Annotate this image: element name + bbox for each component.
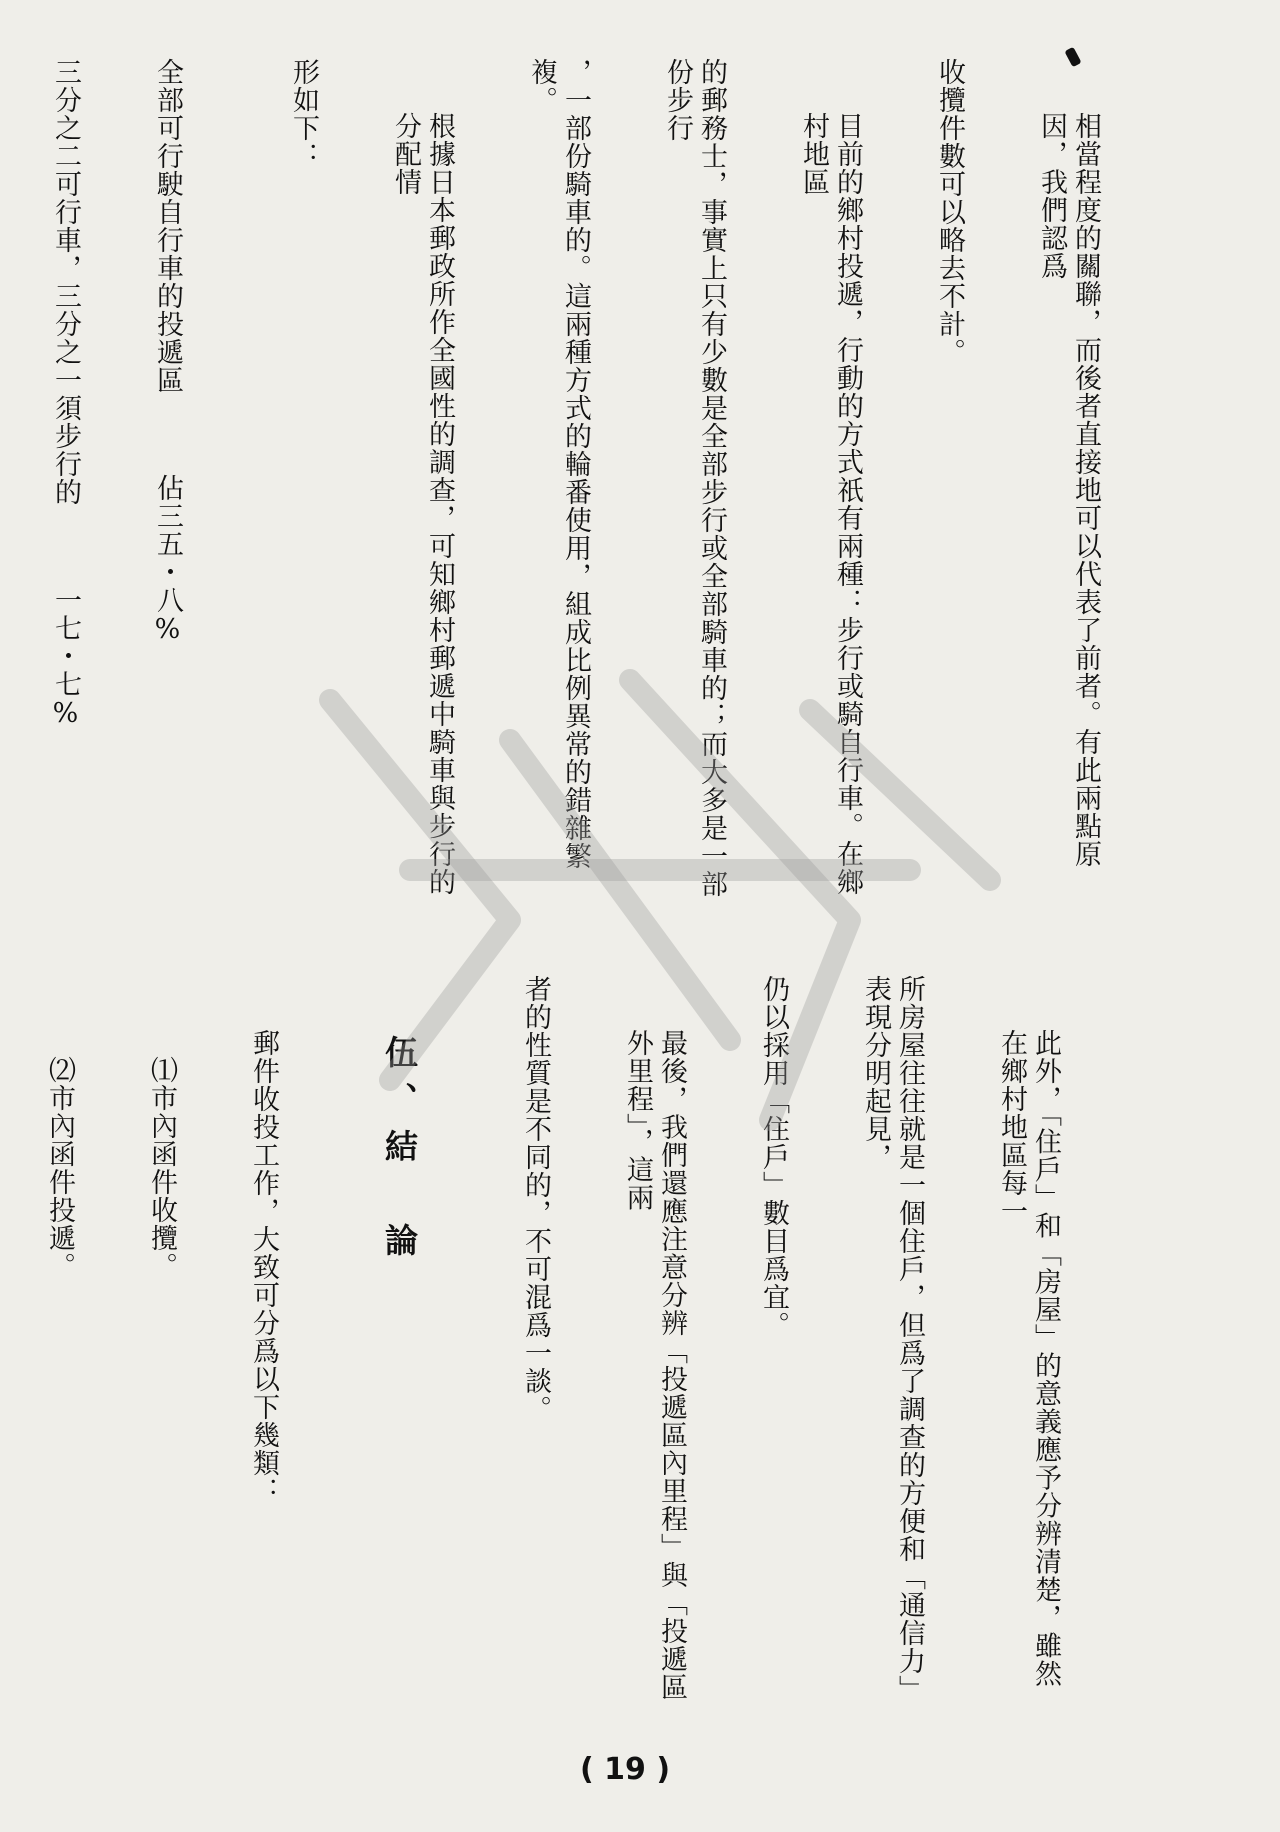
text-line: 者的性質是不同的，不可混爲一談。: [520, 975, 551, 1423]
table-label: 全部可行駛自行車的投遞區: [152, 58, 183, 394]
list-item: ⑴市內函件收攬。: [146, 1056, 177, 1280]
lower-text-block: [44, 975, 1130, 1715]
section-heading: 伍、結 論: [380, 1035, 419, 1270]
text-line: ，一部份騎車的。這兩種方式的輪番使用，組成比例異常的錯雜繁複。: [526, 58, 591, 870]
text-line: 的郵務士，事實上只有少數是全部步行或全部騎車的；而大多是一部份步行: [662, 58, 727, 898]
text-line: 郵件收投工作，大致可分爲以下幾類：: [248, 1029, 279, 1505]
page-number: ( 19 ): [580, 1752, 671, 1787]
text-line: 根據日本郵政所作全國性的調查，可知鄉村郵遞中騎車與步行的分配情: [390, 112, 455, 896]
upper-text-block: [50, 58, 1170, 918]
text-line: 仍以採用「住戶」數目爲宜。: [758, 975, 789, 1339]
text-line: 形如下：: [288, 58, 319, 170]
text-line: 此外，「住戶」和「房屋」的意義應予分辨清楚，雖然在鄉村地區每一: [996, 1029, 1061, 1688]
table-row: [150, 58, 184, 918]
text-line: 所房屋往往就是一個住戶，但爲了調查的方便和「通信力」表現分明起見，: [860, 975, 925, 1703]
table-row: [48, 58, 82, 918]
table-label: 三分之二可行車，三分之一須步行的: [50, 58, 81, 506]
table-value: 佔三五・八%: [152, 474, 183, 646]
text-line: 收攬件數可以略去不計。: [934, 58, 965, 366]
table-value: 一七・七%: [50, 586, 81, 730]
text-line: 相當程度的關聯，而後者直接地可以代表了前者。有此兩點原因，我們認爲: [1036, 112, 1101, 868]
text-line: 目前的鄉村投遞，行動的方式祇有兩種：步行或騎自行車。在鄉村地區: [798, 112, 863, 896]
list-item: ⑵市內函件投遞。: [44, 1056, 75, 1280]
text-line: 最後，我們還應注意分辨「投遞區內里程」與「投遞區外里程」，這兩: [622, 1029, 687, 1701]
